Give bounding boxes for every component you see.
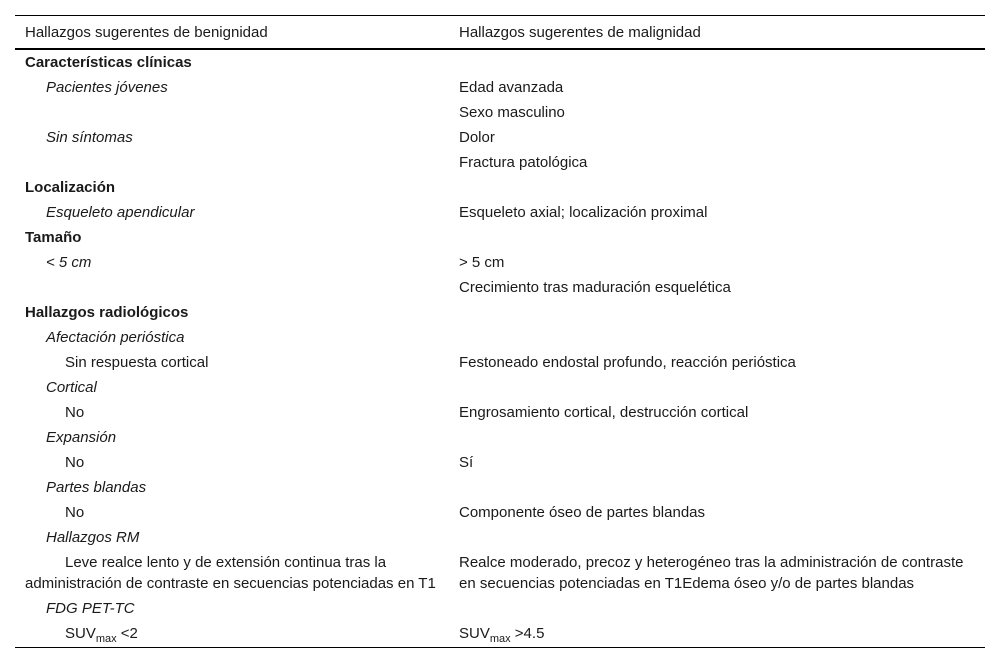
cell-benign: Sin respuesta cortical xyxy=(65,354,209,371)
suv-subscript: max xyxy=(489,633,511,645)
cell-benign-suv xyxy=(15,621,449,648)
table-row xyxy=(15,475,985,500)
suv-label: SUV xyxy=(65,625,96,642)
table-header-row xyxy=(15,16,985,50)
cell-benign: FDG PET-TC xyxy=(46,600,135,617)
header-malign: Hallazgos sugerentes de malignidad xyxy=(449,16,985,50)
cell-malign xyxy=(449,225,985,250)
table-row xyxy=(15,596,985,621)
cell-malign xyxy=(449,425,985,450)
table-row xyxy=(15,550,985,596)
cell-benign: Esqueleto apendicular xyxy=(46,204,195,221)
table-row xyxy=(15,75,985,100)
section-location: Localización xyxy=(25,179,116,196)
cell-malign xyxy=(449,300,985,325)
cell-benign: Cortical xyxy=(46,379,97,396)
table-row xyxy=(15,300,985,325)
table-row xyxy=(15,275,985,300)
cell-malign: Realce moderado, precoz y heterogéneo tras la administración de contraste en secuencias potenciadas en T1Edema óseo y/o de partes blandas xyxy=(459,554,964,592)
section-clinical: Características clínicas xyxy=(25,54,192,71)
cell-benign: Expansión xyxy=(46,429,117,446)
cell-malign: Sí xyxy=(459,454,474,471)
findings-table-container xyxy=(15,15,985,648)
table-row xyxy=(15,150,985,175)
cell-malign: > 5 cm xyxy=(459,254,505,271)
table-row xyxy=(15,425,985,450)
cell-malign xyxy=(449,475,985,500)
suv-subscript: max xyxy=(95,633,117,645)
cell-malign: Dolor xyxy=(459,129,495,146)
cell-malign xyxy=(449,525,985,550)
cell-benign: Leve realce lento y de extensión continua tras la administración de contraste en secuencias potenciadas en T1 xyxy=(25,554,436,592)
table-row xyxy=(15,225,985,250)
findings-table xyxy=(15,15,985,648)
table-row xyxy=(15,100,985,125)
cell-benign: Hallazgos RM xyxy=(46,529,140,546)
table-row xyxy=(15,621,985,648)
cell-malign: Crecimiento tras maduración esquelética xyxy=(459,279,731,296)
table-row xyxy=(15,175,985,200)
cell-benign: Afectación perióstica xyxy=(46,329,185,346)
cell-malign: Edad avanzada xyxy=(459,79,564,96)
cell-benign: No xyxy=(65,404,85,421)
table-row xyxy=(15,450,985,475)
cell-benign: Sin síntomas xyxy=(46,129,133,146)
cell-benign: Partes blandas xyxy=(46,479,147,496)
cell-malign xyxy=(449,49,985,75)
cell-benign xyxy=(15,275,449,300)
section-size: Tamaño xyxy=(25,229,82,246)
cell-malign xyxy=(449,325,985,350)
cell-malign xyxy=(449,596,985,621)
table-row xyxy=(15,250,985,275)
table-row xyxy=(15,375,985,400)
table-row xyxy=(15,200,985,225)
cell-malign: Engrosamiento cortical, destrucción cortical xyxy=(459,404,749,421)
table-row xyxy=(15,125,985,150)
cell-malign: Sexo masculino xyxy=(459,104,565,121)
cell-benign: < 5 cm xyxy=(46,254,92,271)
table-row xyxy=(15,350,985,375)
suv-benign-value: <2 xyxy=(120,625,138,642)
cell-malign: Componente óseo de partes blandas xyxy=(459,504,706,521)
header-benign: Hallazgos sugerentes de benignidad xyxy=(15,16,449,50)
cell-malign-suv xyxy=(449,621,985,648)
section-radiological: Hallazgos radiológicos xyxy=(25,304,189,321)
table-row xyxy=(15,400,985,425)
cell-benign xyxy=(15,100,449,125)
cell-malign: Festoneado endostal profundo, reacción perióstica xyxy=(459,354,796,371)
suv-malign-value: >4.5 xyxy=(514,625,545,642)
cell-benign: Pacientes jóvenes xyxy=(46,79,168,96)
cell-malign: Fractura patológica xyxy=(459,154,588,171)
cell-malign xyxy=(449,375,985,400)
cell-benign xyxy=(15,150,449,175)
table-row xyxy=(15,325,985,350)
cell-benign: No xyxy=(65,454,85,471)
cell-malign xyxy=(449,175,985,200)
cell-malign: Esqueleto axial; localización proximal xyxy=(459,204,708,221)
table-row xyxy=(15,500,985,525)
table-row xyxy=(15,49,985,75)
table-row xyxy=(15,525,985,550)
suv-label: SUV xyxy=(459,625,490,642)
cell-benign: No xyxy=(65,504,85,521)
